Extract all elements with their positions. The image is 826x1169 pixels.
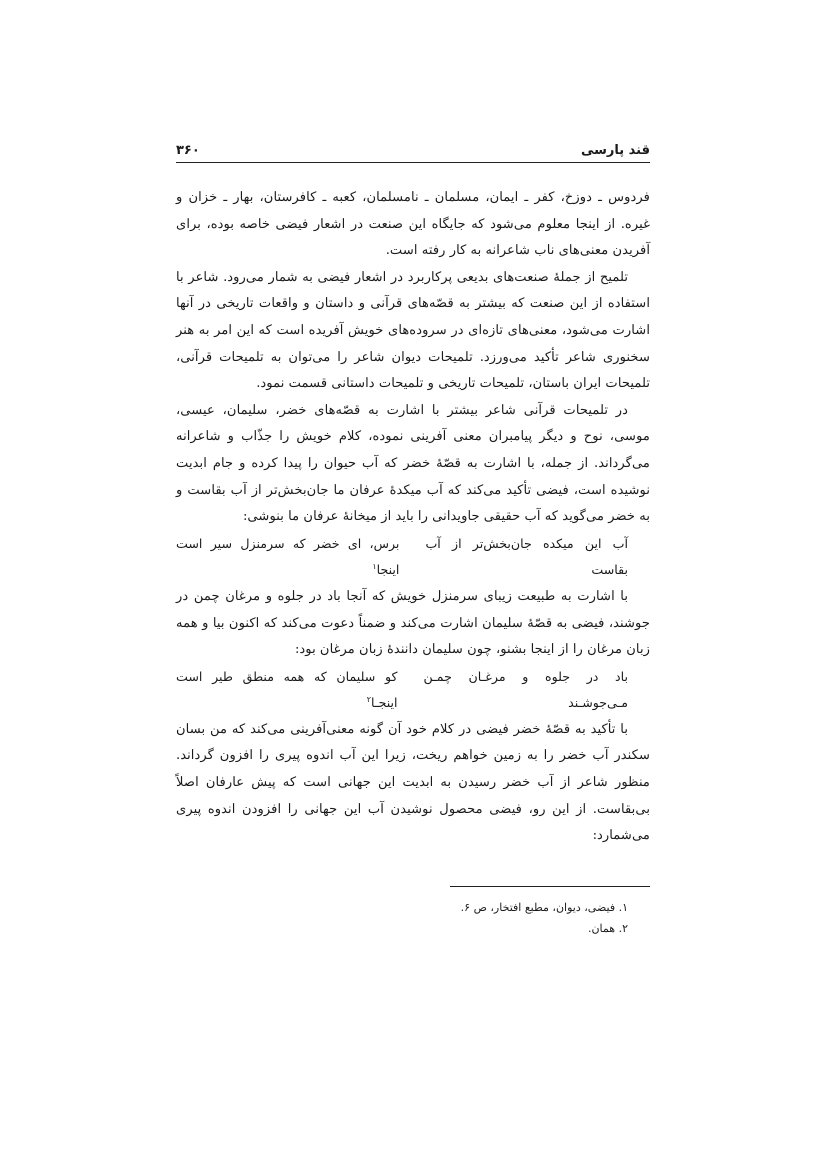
- verse-2-hemistich-2-wrap: [176, 664, 398, 717]
- verse-1-hemistich-2: برس، ای خضر که سرمنزل سیر است اینجا: [176, 535, 400, 578]
- footnotes: [176, 897, 650, 939]
- footnote-divider: [450, 886, 650, 887]
- footnote-1: ۱. فیضی، دیوان، مطبع افتخار، ص ۶.: [460, 900, 628, 914]
- document-page: [176, 140, 650, 939]
- journal-title: قند پارسی: [580, 143, 650, 158]
- page-number: ۳۶۰: [176, 143, 200, 158]
- body-text: [176, 185, 650, 850]
- verse-1: [176, 531, 650, 584]
- verse-2-hemistich-2: کو سلیمان که همه منطق طیر است اینجـا: [176, 668, 398, 711]
- footnote-ref-2[interactable]: ۲: [366, 695, 372, 705]
- paragraph-3: در تلمیحات قرآنی شاعر بیشتر با اشارت به قصّه‌های خضر، سلیمان، عیسی، موسی، نوح و دیگر پیامبران معنی آفرینی نموده، کلام خویش را جذّاب و شاعرانه می‌گرداند. از جمله، با اشارت به قصّهٔ خضر که آب حیوان را پیدا کرده و جام ابدیت نوشیده است، فیضی تأکید می‌کند که آب میکدهٔ عرفان ما جان‌بخش‌تر از آب بقاست و به خضر می‌گوید که آب حقیقی جاویدانی را باید از میخانهٔ عرفان ما بنوشی:: [176, 402, 650, 525]
- footnote-2: ۲. همان.: [587, 921, 628, 935]
- paragraph-1: فردوس ـ دوزخ، کفر ـ ایمان، مسلمان ـ نامسلمان، کعبه ـ کافرستان، بهار ـ خزان و غیره. از اینجا معلوم می‌شود که جایگاه این صنعت در اشعار فیضی خاصه بوده، برای آفریدن معنی‌های ناب شاعرانه به کار رفته است.: [176, 190, 650, 259]
- paragraph-4: با اشارت به طبیعت زیبای سرمنزل خویش که آنجا باد در جلوه و مرغان چمن در جوشند، فیضی به قصّهٔ سلیمان اشارت می‌کند و ضمناً دعوت می‌کند که اکنون بیا و همه زبان مرغان را از اینجا بشنو، چون سلیمان دانندهٔ زبان مرغان بود:: [176, 588, 650, 658]
- paragraph-2: تلمیح از جملهٔ صنعت‌های بدیعی پرکاربرد در اشعار فیضی به شمار می‌رود. شاعر با استفاده از این صنعت که بیشتر به قصّه‌های قرآنی و داستان و واقعات تاریخی در آنها اشارت می‌شود، معنی‌های تازه‌ای در سروده‌های خویش آفریده است که این امر به هنر سخنوری شاعر تأکید می‌ورزد. تلمیحات دیوان شاعر را می‌توان به تلمیحات قرآنی، تلمیحات ایران باستان، تلمیحات تاریخی و تلمیحات داستانی قسمت نمود.: [176, 269, 650, 392]
- running-header: [176, 140, 650, 163]
- verse-2-hemistich-1: باد در جلوه و مرغـان چمـن مـی‌جوشـند: [423, 668, 628, 711]
- verse-2: [176, 664, 650, 717]
- paragraph-5: با تأکید به قصّهٔ خضر فیضی در کلام خود آن گونه معنی‌آفرینی می‌کند که من بسان سکندر آب خضر را به زمین خواهم ریخت، زیرا این آب اندوه پیری را افزون گرداند. منظور شاعر از آب خضر رسیدن به ابدیت این جهانی است که پیش عارفان اصلاً بی‌بقاست. از این رو، فیضی محصول نوشیدن آب این جهانی را افزودن اندوه پیری می‌شمارد:: [176, 721, 650, 844]
- footnote-ref-1[interactable]: ۱: [372, 562, 377, 572]
- verse-1-hemistich-1: آب این میکده جان‌بخش‌تر از آب بقاست: [425, 535, 628, 578]
- verse-1-hemistich-2-wrap: [176, 531, 399, 584]
